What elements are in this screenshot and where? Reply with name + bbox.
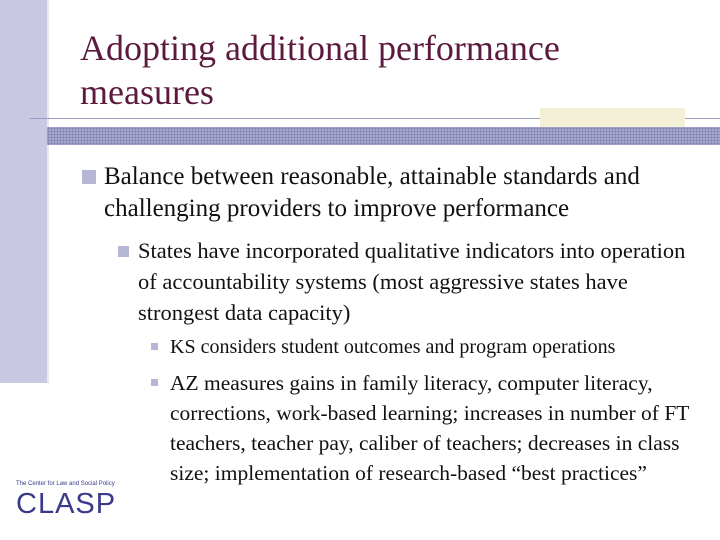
slide-title: Adopting additional performance measures bbox=[80, 28, 560, 112]
bullet-square-icon bbox=[151, 343, 158, 350]
bullet-level3-text: KS considers student outcomes and program operations bbox=[170, 336, 616, 358]
clasp-logo bbox=[16, 480, 126, 530]
decorative-bar bbox=[47, 127, 720, 145]
bullet-square-icon bbox=[82, 170, 96, 184]
accent-block bbox=[540, 108, 685, 128]
bullet-level2-text: States have incorporated qualitative indicators into operation of accountability systems (most aggressive states have strongest data capacity) bbox=[138, 238, 686, 325]
logo-mark: CLASP bbox=[16, 488, 117, 520]
bullet-level3-text: AZ measures gains in family literacy, computer literacy, corrections, work-based learning; increases in number of FT teachers, teacher pay, caliber of teachers; decreases in class size; implementation of research-based “best practices” bbox=[170, 371, 690, 485]
logo-tagline: The Center for Law and Social Policy bbox=[16, 481, 115, 487]
bullet-level1-text: Balance between reasonable, attainable standards and challenging providers to improve performance bbox=[104, 163, 640, 222]
bullet-square-icon bbox=[151, 379, 158, 386]
sidebar-band bbox=[0, 0, 47, 383]
bullet-square-icon bbox=[118, 246, 129, 257]
